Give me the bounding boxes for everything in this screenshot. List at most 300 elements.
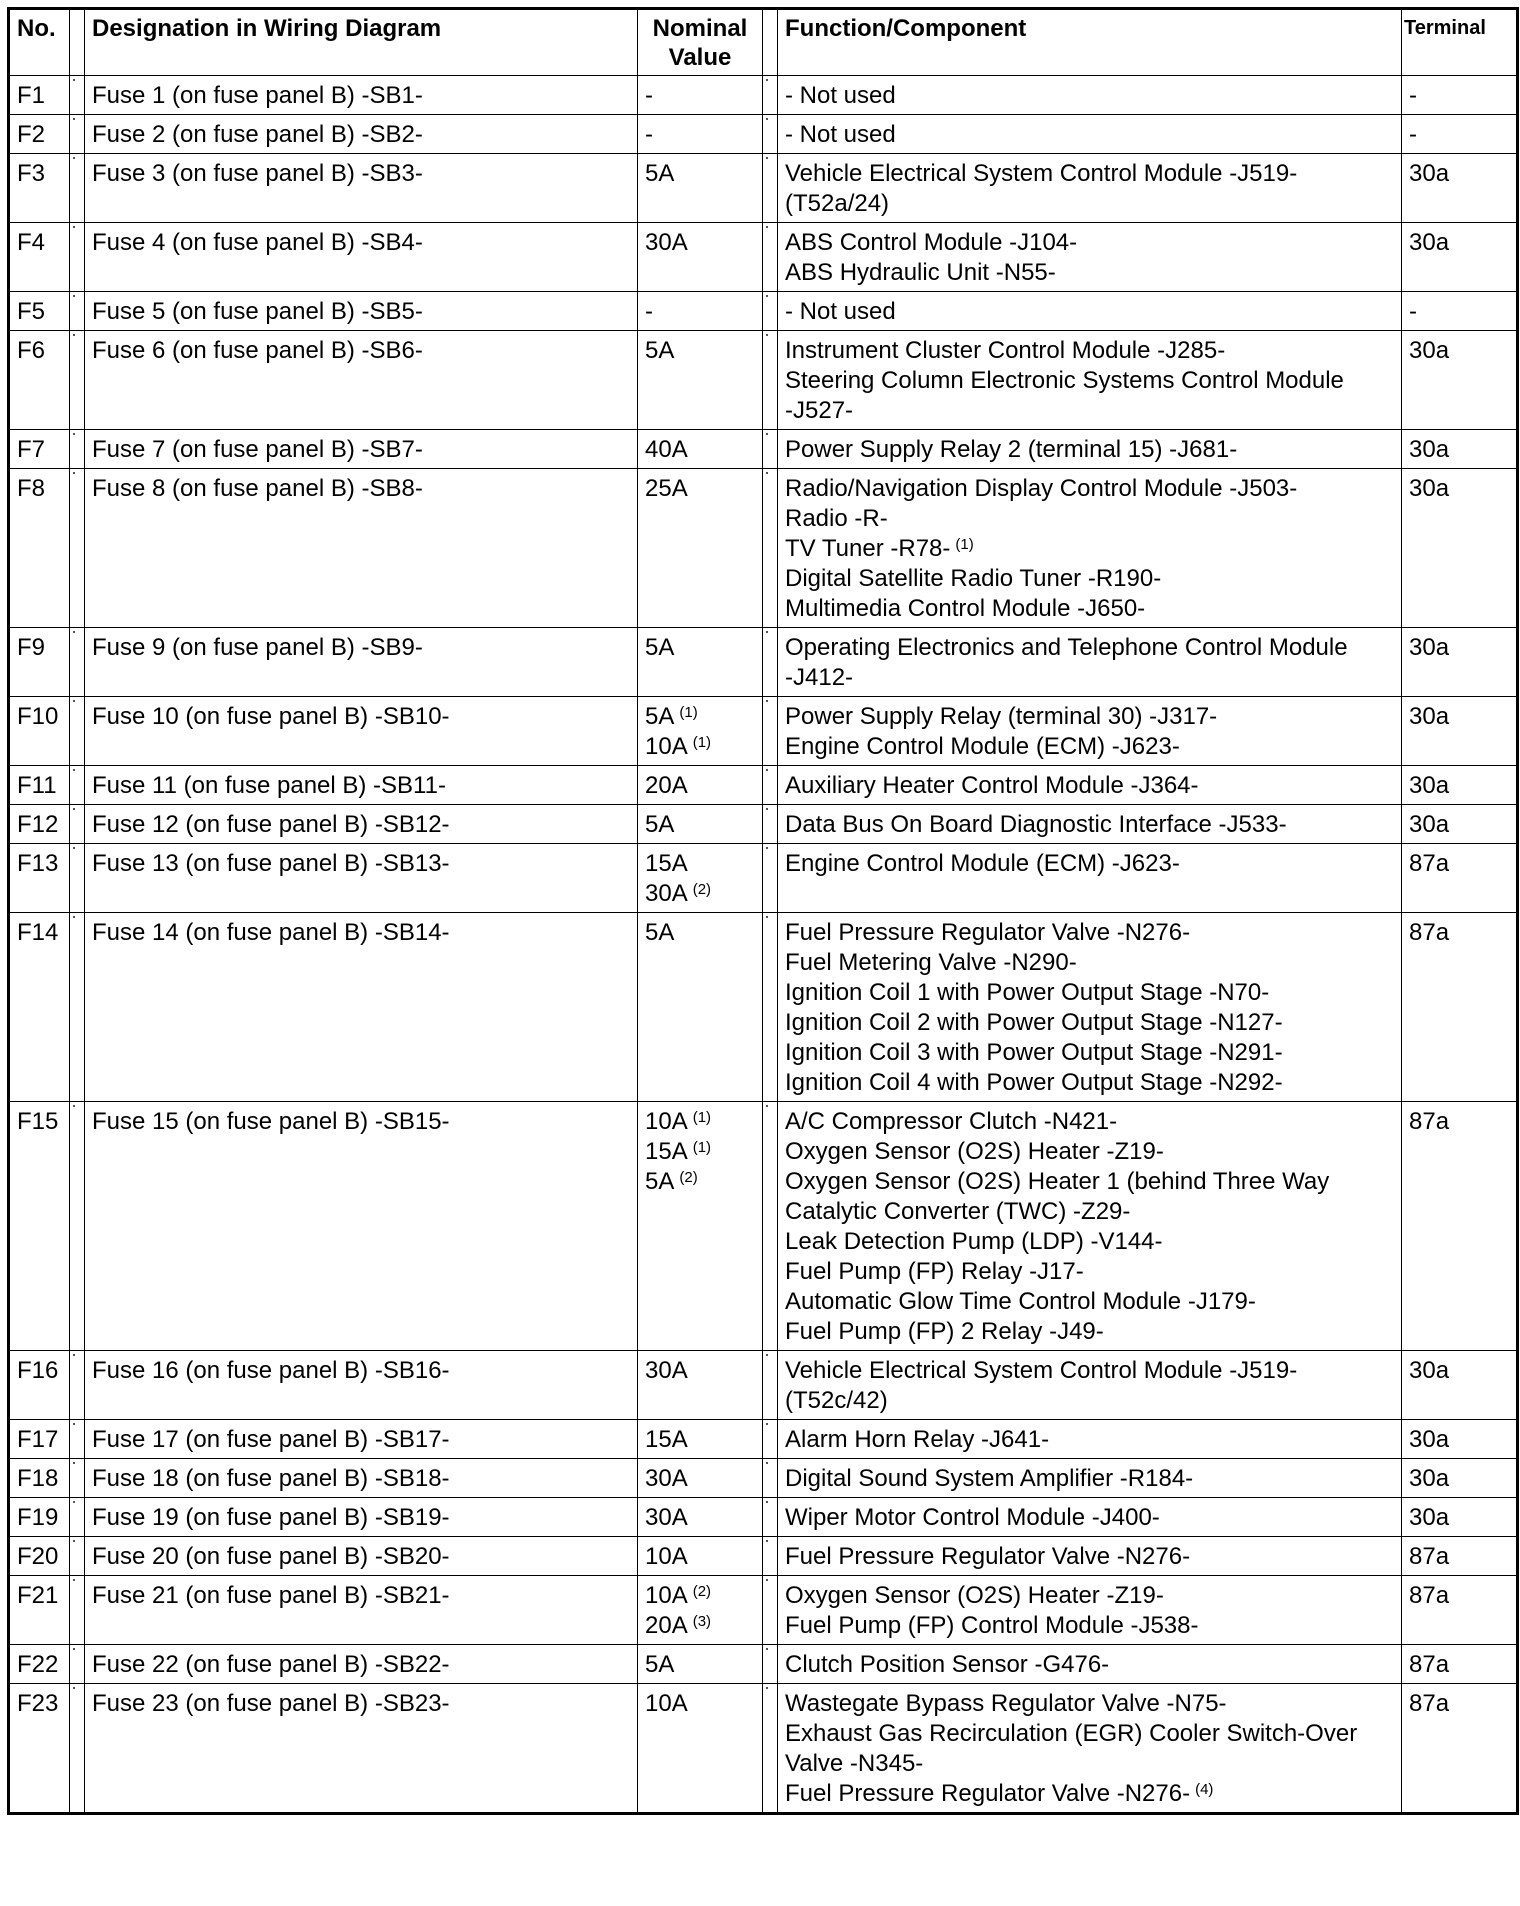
spacer-cell [763, 1351, 778, 1420]
function-text: Wastegate Bypass Regulator Valve -N75- [785, 1690, 1227, 1717]
function-text: Alarm Horn Relay -J641- [785, 1426, 1050, 1453]
nominal-value-cell [638, 115, 763, 154]
nominal-value: 20A [645, 772, 688, 799]
nominal-value-cell [638, 154, 763, 223]
nominal-value-line [645, 474, 755, 504]
spacer-cell [763, 844, 778, 913]
function-component-cell [778, 697, 1402, 766]
fuse-designation: Fuse 21 (on fuse panel B) -SB21- [85, 1576, 638, 1645]
spacer-cell [763, 766, 778, 805]
function-text: Steering Column Electronic Systems Control Module [785, 367, 1344, 394]
function-line [785, 948, 1394, 978]
fuse-designation: Fuse 6 (on fuse panel B) -SB6- [85, 331, 638, 430]
nominal-value-line [645, 1356, 755, 1386]
fuse-designation: Fuse 3 (on fuse panel B) -SB3- [85, 154, 638, 223]
function-component-cell [778, 1498, 1402, 1537]
table-row [9, 1420, 1518, 1459]
function-text: Ignition Coil 2 with Power Output Stage -N127- [785, 1009, 1283, 1036]
nominal-value-line [645, 849, 755, 879]
function-text: A/C Compressor Clutch -N421- [785, 1108, 1118, 1135]
nominal-value-cell [638, 76, 763, 115]
function-text: Engine Control Module (ECM) -J623- [785, 850, 1180, 877]
nominal-value-line [645, 1689, 755, 1719]
function-text: Radio/Navigation Display Control Module -J503- [785, 475, 1298, 502]
terminal: 87a [1402, 1684, 1518, 1814]
function-text: Fuel Pump (FP) Control Module -J538- [785, 1612, 1199, 1639]
function-line [785, 1425, 1394, 1455]
function-line [785, 771, 1394, 801]
nominal-value-line [645, 810, 755, 840]
table-row [9, 1459, 1518, 1498]
footnote-ref: (1) [692, 1109, 712, 1126]
nominal-value: 5A [645, 160, 675, 187]
header-nominal-line2: Value [668, 44, 732, 71]
nominal-value: 30A [645, 880, 688, 907]
function-text: -J527- [785, 397, 854, 424]
spacer-cell [763, 469, 778, 628]
function-text: Auxiliary Heater Control Module -J364- [785, 772, 1199, 799]
function-text: Fuel Pump (FP) 2 Relay -J49- [785, 1318, 1104, 1345]
footnote-ref: (4) [1195, 1781, 1214, 1798]
fuse-number: F14 [9, 913, 70, 1102]
fuse-table [7, 7, 1519, 1815]
fuse-designation: Fuse 2 (on fuse panel B) -SB2- [85, 115, 638, 154]
function-line [785, 1068, 1394, 1098]
table-row [9, 697, 1518, 766]
table-row [9, 1498, 1518, 1537]
function-component-cell [778, 1102, 1402, 1351]
spacer-cell [70, 292, 85, 331]
function-component-cell [778, 805, 1402, 844]
nominal-value-cell [638, 1537, 763, 1576]
terminal: 30a [1402, 697, 1518, 766]
function-line [785, 1287, 1394, 1317]
nominal-value: 40A [645, 436, 688, 463]
fuse-designation: Fuse 18 (on fuse panel B) -SB18- [85, 1459, 638, 1498]
header-spacer [763, 9, 778, 76]
fuse-number: F1 [9, 76, 70, 115]
nominal-value: 10A [645, 1582, 688, 1609]
function-line [785, 336, 1394, 366]
function-line [785, 594, 1394, 624]
fuse-designation: Fuse 22 (on fuse panel B) -SB22- [85, 1645, 638, 1684]
spacer-cell [70, 1351, 85, 1420]
function-text: - Not used [785, 298, 896, 325]
header-spacer [70, 9, 85, 76]
fuse-designation: Fuse 16 (on fuse panel B) -SB16- [85, 1351, 638, 1420]
function-text: Oxygen Sensor (O2S) Heater 1 (behind Three Way [785, 1168, 1330, 1195]
function-line [785, 81, 1394, 111]
fuse-table-body [9, 76, 1518, 1814]
fuse-number: F11 [9, 766, 70, 805]
fuse-number: F3 [9, 154, 70, 223]
terminal: - [1402, 115, 1518, 154]
fuse-number: F19 [9, 1498, 70, 1537]
nominal-value-line [645, 771, 755, 801]
fuse-number: F17 [9, 1420, 70, 1459]
function-text: Digital Satellite Radio Tuner -R190- [785, 565, 1162, 592]
function-line [785, 633, 1394, 663]
spacer-cell [763, 331, 778, 430]
nominal-value-cell [638, 697, 763, 766]
spacer-cell [70, 805, 85, 844]
nominal-value-cell [638, 805, 763, 844]
terminal: 87a [1402, 1576, 1518, 1645]
nominal-value-cell [638, 844, 763, 913]
spacer-cell [70, 1684, 85, 1814]
nominal-value-cell [638, 1684, 763, 1814]
nominal-value: 15A [645, 1138, 688, 1165]
table-row [9, 76, 1518, 115]
fuse-number: F6 [9, 331, 70, 430]
nominal-value: 30A [645, 1465, 688, 1492]
footnote-ref: (1) [955, 536, 974, 553]
nominal-value-line [645, 1137, 755, 1167]
function-line [785, 1227, 1394, 1257]
terminal: 30a [1402, 1351, 1518, 1420]
function-component-cell [778, 76, 1402, 115]
function-text: Exhaust Gas Recirculation (EGR) Cooler Switch-Over [785, 1720, 1358, 1747]
spacer-cell [763, 628, 778, 697]
nominal-value-cell [638, 913, 763, 1102]
spacer-cell [70, 76, 85, 115]
spacer-cell [763, 1459, 778, 1498]
footnote-ref: (2) [692, 881, 712, 898]
spacer-cell [70, 1537, 85, 1576]
function-text: Fuel Pressure Regulator Valve -N276- [785, 1543, 1191, 1570]
function-text: Ignition Coil 1 with Power Output Stage -N70- [785, 979, 1270, 1006]
spacer-cell [70, 1459, 85, 1498]
fuse-number: F18 [9, 1459, 70, 1498]
function-line [785, 1464, 1394, 1494]
function-component-cell [778, 1684, 1402, 1814]
fuse-number: F10 [9, 697, 70, 766]
table-row [9, 805, 1518, 844]
header-row [9, 9, 1518, 76]
function-line [785, 474, 1394, 504]
table-row [9, 292, 1518, 331]
terminal: 87a [1402, 913, 1518, 1102]
function-text: -J412- [785, 664, 854, 691]
function-text: Operating Electronics and Telephone Control Module [785, 634, 1348, 661]
fuse-number: F5 [9, 292, 70, 331]
terminal: 30a [1402, 469, 1518, 628]
function-text: Multimedia Control Module -J650- [785, 595, 1146, 622]
function-line [785, 1197, 1394, 1227]
spacer-cell [763, 223, 778, 292]
nominal-value-line [645, 435, 755, 465]
function-text: Engine Control Module (ECM) -J623- [785, 733, 1180, 760]
header-no: No. [9, 9, 70, 76]
terminal: - [1402, 292, 1518, 331]
spacer-cell [763, 430, 778, 469]
fuse-designation: Fuse 15 (on fuse panel B) -SB15- [85, 1102, 638, 1351]
spacer-cell [763, 292, 778, 331]
function-component-cell [778, 1537, 1402, 1576]
function-line [785, 1650, 1394, 1680]
function-text: Power Supply Relay (terminal 30) -J317- [785, 703, 1218, 730]
function-line [785, 1503, 1394, 1533]
function-text: (T52c/42) [785, 1387, 888, 1414]
terminal: 30a [1402, 766, 1518, 805]
table-row [9, 913, 1518, 1102]
function-line [785, 396, 1394, 426]
terminal: 87a [1402, 1537, 1518, 1576]
nominal-value-cell [638, 1645, 763, 1684]
spacer-cell [763, 1576, 778, 1645]
function-text: - Not used [785, 82, 896, 109]
nominal-value: 10A [645, 1108, 688, 1135]
nominal-value: 30A [645, 1357, 688, 1384]
nominal-value-cell [638, 430, 763, 469]
function-line [785, 978, 1394, 1008]
spacer-cell [763, 1537, 778, 1576]
fuse-number: F13 [9, 844, 70, 913]
nominal-value-line [645, 228, 755, 258]
function-line [785, 297, 1394, 327]
terminal: 30a [1402, 805, 1518, 844]
function-component-cell [778, 913, 1402, 1102]
terminal: 30a [1402, 430, 1518, 469]
terminal: 87a [1402, 1645, 1518, 1684]
function-text: Fuel Metering Valve -N290- [785, 949, 1077, 976]
function-line [785, 1356, 1394, 1386]
spacer-cell [70, 154, 85, 223]
spacer-cell [763, 1420, 778, 1459]
function-component-cell [778, 1576, 1402, 1645]
nominal-value-cell [638, 1351, 763, 1420]
function-component-cell [778, 1459, 1402, 1498]
function-component-cell [778, 331, 1402, 430]
function-line [785, 732, 1394, 762]
function-text: ABS Control Module -J104- [785, 229, 1078, 256]
spacer-cell [70, 1102, 85, 1351]
nominal-value: 5A [645, 337, 675, 364]
function-line [785, 366, 1394, 396]
function-text: ABS Hydraulic Unit -N55- [785, 259, 1056, 286]
footnote-ref: (3) [692, 1613, 712, 1630]
fuse-number: F15 [9, 1102, 70, 1351]
table-row [9, 331, 1518, 430]
spacer-cell [70, 1576, 85, 1645]
function-line [785, 1542, 1394, 1572]
function-line [785, 1689, 1394, 1719]
nominal-value-cell [638, 1102, 763, 1351]
spacer-cell [763, 1684, 778, 1814]
table-row [9, 115, 1518, 154]
fuse-number: F9 [9, 628, 70, 697]
function-line [785, 1167, 1394, 1197]
fuse-number: F22 [9, 1645, 70, 1684]
function-text: Digital Sound System Amplifier -R184- [785, 1465, 1194, 1492]
function-line [785, 120, 1394, 150]
nominal-value: 15A [645, 1426, 688, 1453]
function-line [785, 258, 1394, 288]
function-component-cell [778, 766, 1402, 805]
nominal-value-cell [638, 628, 763, 697]
fuse-number: F2 [9, 115, 70, 154]
nominal-value: 10A [645, 1543, 688, 1570]
footnote-ref: (1) [692, 1139, 712, 1156]
table-row [9, 469, 1518, 628]
table-row [9, 430, 1518, 469]
terminal: - [1402, 76, 1518, 115]
spacer-cell [70, 469, 85, 628]
fuse-number: F21 [9, 1576, 70, 1645]
function-text: Oxygen Sensor (O2S) Heater -Z19- [785, 1582, 1164, 1609]
function-component-cell [778, 844, 1402, 913]
function-text: (T52a/24) [785, 190, 890, 217]
nominal-value-line [645, 1464, 755, 1494]
function-text: Catalytic Converter (TWC) -Z29- [785, 1198, 1131, 1225]
spacer-cell [70, 430, 85, 469]
function-text: Power Supply Relay 2 (terminal 15) -J681- [785, 436, 1238, 463]
terminal: 87a [1402, 844, 1518, 913]
nominal-value-line [645, 879, 755, 909]
fuse-designation: Fuse 13 (on fuse panel B) -SB13- [85, 844, 638, 913]
terminal: 30a [1402, 223, 1518, 292]
header-function: Function/Component [778, 9, 1402, 76]
function-text: Fuel Pump (FP) Relay -J17- [785, 1258, 1084, 1285]
spacer-cell [763, 76, 778, 115]
spacer-cell [70, 1645, 85, 1684]
function-component-cell [778, 223, 1402, 292]
function-line [785, 228, 1394, 258]
nominal-value-line [645, 81, 755, 111]
spacer-cell [70, 115, 85, 154]
function-text: Data Bus On Board Diagnostic Interface -J533- [785, 811, 1287, 838]
fuse-designation: Fuse 11 (on fuse panel B) -SB11- [85, 766, 638, 805]
nominal-value: 30A [645, 229, 688, 256]
spacer-cell [70, 766, 85, 805]
function-line [785, 1749, 1394, 1779]
nominal-value-cell [638, 292, 763, 331]
table-row [9, 628, 1518, 697]
nominal-value: 10A [645, 1690, 688, 1717]
fuse-designation: Fuse 23 (on fuse panel B) -SB23- [85, 1684, 638, 1814]
function-line [785, 918, 1394, 948]
fuse-number: F8 [9, 469, 70, 628]
function-component-cell [778, 115, 1402, 154]
nominal-value-line [645, 120, 755, 150]
fuse-designation: Fuse 19 (on fuse panel B) -SB19- [85, 1498, 638, 1537]
function-component-cell [778, 154, 1402, 223]
nominal-value-line [645, 1503, 755, 1533]
spacer-cell [70, 844, 85, 913]
footnote-ref: (1) [679, 704, 698, 721]
nominal-value-line [645, 1107, 755, 1137]
function-text: Ignition Coil 3 with Power Output Stage -N291- [785, 1039, 1283, 1066]
table-row [9, 1645, 1518, 1684]
fuse-number: F16 [9, 1351, 70, 1420]
terminal: 30a [1402, 1498, 1518, 1537]
nominal-value-line [645, 1611, 755, 1641]
function-line [785, 1257, 1394, 1287]
nominal-value-line [645, 297, 755, 327]
spacer-cell [763, 805, 778, 844]
function-line [785, 534, 1394, 564]
function-line [785, 1038, 1394, 1068]
function-text: TV Tuner -R78- [785, 535, 951, 562]
spacer-cell [70, 223, 85, 292]
nominal-value: 30A [645, 1504, 688, 1531]
header-terminal: Terminal [1402, 9, 1518, 76]
function-component-cell [778, 1351, 1402, 1420]
function-text: Automatic Glow Time Control Module -J179- [785, 1288, 1256, 1315]
spacer-cell [763, 1645, 778, 1684]
header-designation: Designation in Wiring Diagram [85, 9, 638, 76]
function-line [785, 1719, 1394, 1749]
nominal-value-line [645, 336, 755, 366]
function-line [785, 1611, 1394, 1641]
fuse-designation: Fuse 4 (on fuse panel B) -SB4- [85, 223, 638, 292]
spacer-cell [70, 628, 85, 697]
nominal-value-line [645, 702, 755, 732]
nominal-value-cell [638, 1576, 763, 1645]
nominal-value-line [645, 918, 755, 948]
fuse-designation: Fuse 8 (on fuse panel B) -SB8- [85, 469, 638, 628]
footnote-ref: (2) [692, 1583, 712, 1600]
fuse-designation: Fuse 17 (on fuse panel B) -SB17- [85, 1420, 638, 1459]
fuse-table-sheet [7, 7, 1516, 1815]
function-text: Leak Detection Pump (LDP) -V144- [785, 1228, 1163, 1255]
fuse-number: F20 [9, 1537, 70, 1576]
nominal-value-line [645, 159, 755, 189]
function-line [785, 1107, 1394, 1137]
function-line [785, 702, 1394, 732]
nominal-value: 25A [645, 475, 688, 502]
footnote-ref: (2) [679, 1169, 698, 1186]
function-line [785, 435, 1394, 465]
function-text: Ignition Coil 4 with Power Output Stage -N292- [785, 1069, 1283, 1096]
nominal-value: 5A [645, 1651, 675, 1678]
table-row [9, 1576, 1518, 1645]
spacer-cell [70, 1420, 85, 1459]
function-text: Radio -R- [785, 505, 888, 532]
fuse-designation: Fuse 20 (on fuse panel B) -SB20- [85, 1537, 638, 1576]
nominal-value-cell [638, 1420, 763, 1459]
nominal-value: 5A [645, 1168, 675, 1195]
function-line [785, 159, 1394, 189]
nominal-value-line [645, 1542, 755, 1572]
nominal-value: 5A [645, 811, 675, 838]
nominal-value: 10A [645, 733, 688, 760]
table-row [9, 766, 1518, 805]
fuse-number: F7 [9, 430, 70, 469]
fuse-number: F12 [9, 805, 70, 844]
fuse-designation: Fuse 7 (on fuse panel B) -SB7- [85, 430, 638, 469]
spacer-cell [763, 1498, 778, 1537]
function-text: Fuel Pressure Regulator Valve -N276- [785, 919, 1191, 946]
footnote-ref: (1) [692, 734, 712, 751]
terminal: 30a [1402, 628, 1518, 697]
nominal-value-cell [638, 469, 763, 628]
spacer-cell [70, 913, 85, 1102]
fuse-designation: Fuse 1 (on fuse panel B) -SB1- [85, 76, 638, 115]
function-component-cell [778, 292, 1402, 331]
nominal-value-line [645, 633, 755, 663]
function-line [785, 504, 1394, 534]
nominal-value-line [645, 1650, 755, 1680]
function-text: Vehicle Electrical System Control Module -J519- [785, 1357, 1298, 1384]
function-line [785, 564, 1394, 594]
fuse-number: F23 [9, 1684, 70, 1814]
nominal-value: 5A [645, 703, 675, 730]
function-component-cell [778, 1420, 1402, 1459]
function-text: Clutch Position Sensor -G476- [785, 1651, 1110, 1678]
function-line [785, 1008, 1394, 1038]
function-text: Oxygen Sensor (O2S) Heater -Z19- [785, 1138, 1164, 1165]
